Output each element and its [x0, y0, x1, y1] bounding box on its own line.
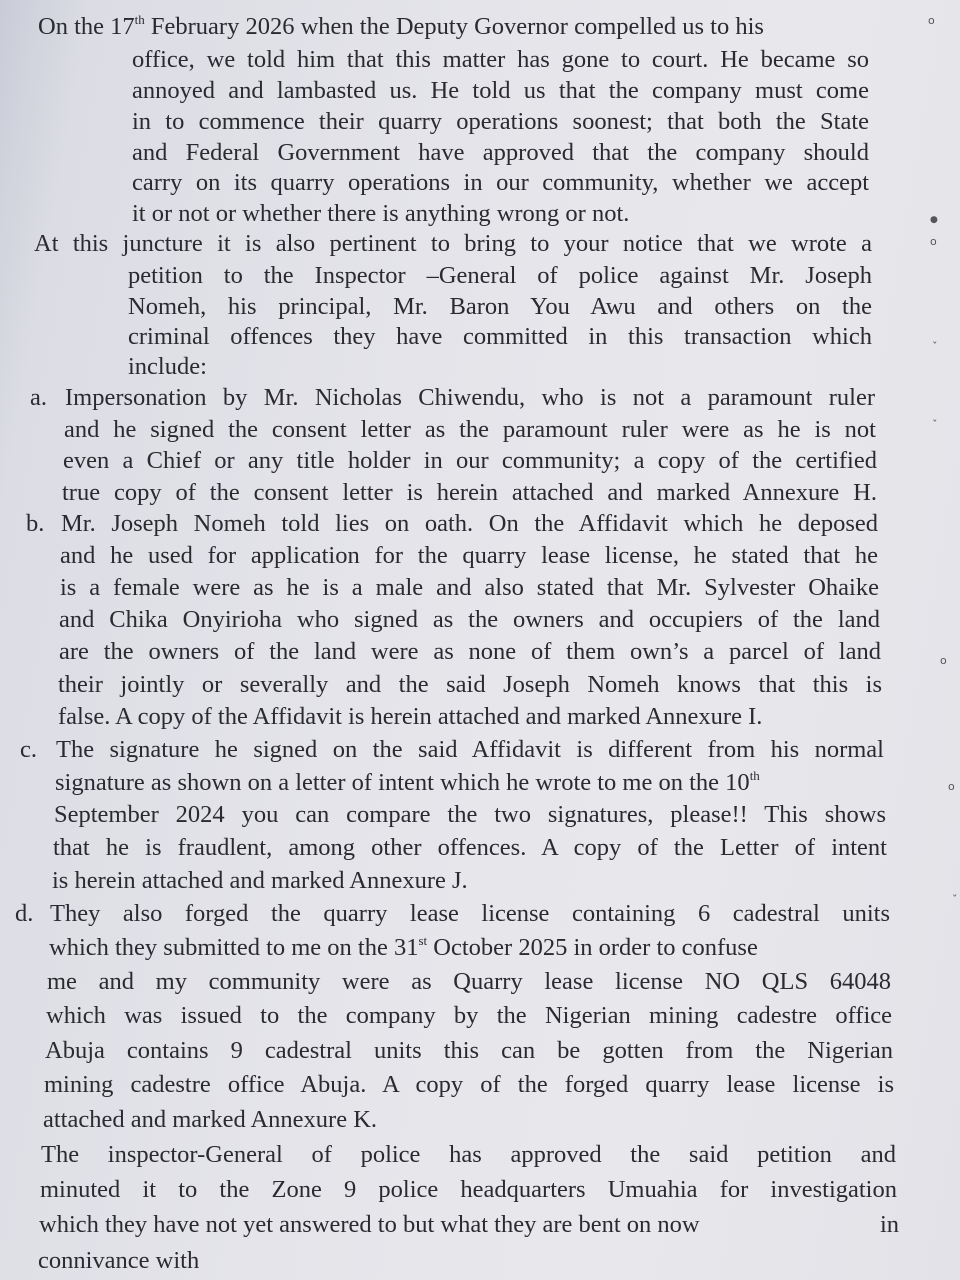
text-line: attached and marked Annexure K. [43, 1106, 378, 1133]
text-line: are the owners of the land were as none of them own’s a parcel of land [59, 638, 881, 665]
text-line: The inspector-General of police has approved the said petition and [41, 1141, 896, 1168]
text-line: it or not or whether there is anything wrong or not. [132, 200, 630, 227]
text-line: The signature he signed on the said Affidavit is different from his normal [56, 736, 884, 763]
paper-speck: ˇ [932, 418, 938, 431]
text-line: office, we told him that this matter has gone to court. He became so [132, 46, 869, 73]
list-marker: b. [26, 510, 45, 537]
text-line: Nomeh, his principal, Mr. Baron You Awu and others on the [128, 293, 872, 320]
text-line: mining cadestre office Abuja. A copy of the forged quarry lease license is [44, 1071, 894, 1098]
paper-speck: ● [930, 215, 938, 225]
text-line: their jointly or severally and the said Joseph Nomeh knows that this is [58, 671, 882, 698]
text-line: which was issued to the company by the Nigerian mining cadestre office [46, 1002, 892, 1029]
text-line: criminal offences they have committed in this transaction which [128, 323, 872, 350]
text-line: petition to the Inspector –General of police against Mr. Joseph [128, 262, 872, 289]
text-line: is herein attached and marked Annexure J. [52, 867, 468, 894]
text-line [49, 933, 890, 963]
superscript: th [749, 768, 760, 783]
text-segment: February 2026 when the Deputy Governor compelled us to his [144, 13, 764, 40]
text-line: At this juncture it is also pertinent to bring to your notice that we wrote a [34, 230, 872, 257]
superscript: th [134, 12, 145, 27]
paper-speck: ˇ [932, 340, 938, 353]
text-line [38, 12, 870, 42]
text-line: even a Chief or any title holder in our community; a copy of the certified [63, 447, 877, 474]
paper-speck: ˇ [952, 893, 958, 906]
text-segment: October 2025 in order to confuse [427, 934, 758, 961]
text-line [55, 768, 760, 798]
text-line: They also forged the quarry lease license containing 6 cadestral units [50, 900, 890, 927]
text-segment: On the 17 [38, 13, 135, 40]
text-line: Impersonation by Mr. Nicholas Chiwendu, who is not a paramount ruler [65, 384, 875, 411]
text-line: and he signed the consent letter as the paramount ruler were as he is not [64, 416, 876, 443]
text-line: is a female were as he is a male and also stated that Mr. Sylvester Ohaike [60, 574, 879, 601]
text-line: connivance with [38, 1247, 200, 1274]
text-line: in to commence their quarry operations soonest; that both the State [132, 108, 869, 135]
text-segment: in [879, 1211, 899, 1238]
text-line: true copy of the consent letter is herein attached and marked Annexure H. [62, 479, 877, 506]
text-line: Mr. Joseph Nomeh told lies on oath. On the Affidavit which he deposed [61, 510, 878, 537]
text-line: and he used for application for the quarry lease license, he stated that he [60, 542, 878, 569]
list-marker: c. [20, 736, 37, 763]
list-marker: d. [15, 900, 34, 927]
text-line: carry on its quarry operations in our community, whether we accept [132, 169, 869, 196]
text-line: and Federal Government have approved that the company should [132, 139, 869, 166]
text-segment: which they have not yet answered to but what they are bent on now [39, 1211, 700, 1238]
text-segment: signature as shown on a letter of intent which he wrote to me on the 10 [55, 769, 750, 796]
text-line: include: [128, 353, 207, 380]
text-line: September 2024 you can compare the two signatures, please!! This shows [54, 801, 886, 828]
paper-speck: o [940, 654, 947, 667]
text-line: false. A copy of the Affidavit is herein attached and marked Annexure I. [58, 703, 763, 730]
paper-speck: o [948, 780, 955, 793]
text-line [39, 1210, 899, 1240]
text-line: Abuja contains 9 cadestral units this can be gotten from the Nigerian [45, 1037, 893, 1064]
text-line: and Chika Onyirioha who signed as the owners and occupiers of the land [59, 606, 880, 633]
paper-speck: o [930, 235, 937, 248]
paper-speck: o [928, 14, 935, 27]
text-line: minuted it to the Zone 9 police headquarters Umuahia for investigation [40, 1176, 897, 1203]
text-line: annoyed and lambasted us. He told us that the company must come [132, 77, 869, 104]
text-segment: which they submitted to me on the 31 [49, 934, 419, 961]
superscript: st [418, 933, 428, 948]
text-line: me and my community were as Quarry lease license NO QLS 64048 [47, 968, 891, 995]
text-line: that he is fraudlent, among other offences. A copy of the Letter of intent [53, 834, 887, 861]
list-marker: a. [30, 384, 47, 411]
